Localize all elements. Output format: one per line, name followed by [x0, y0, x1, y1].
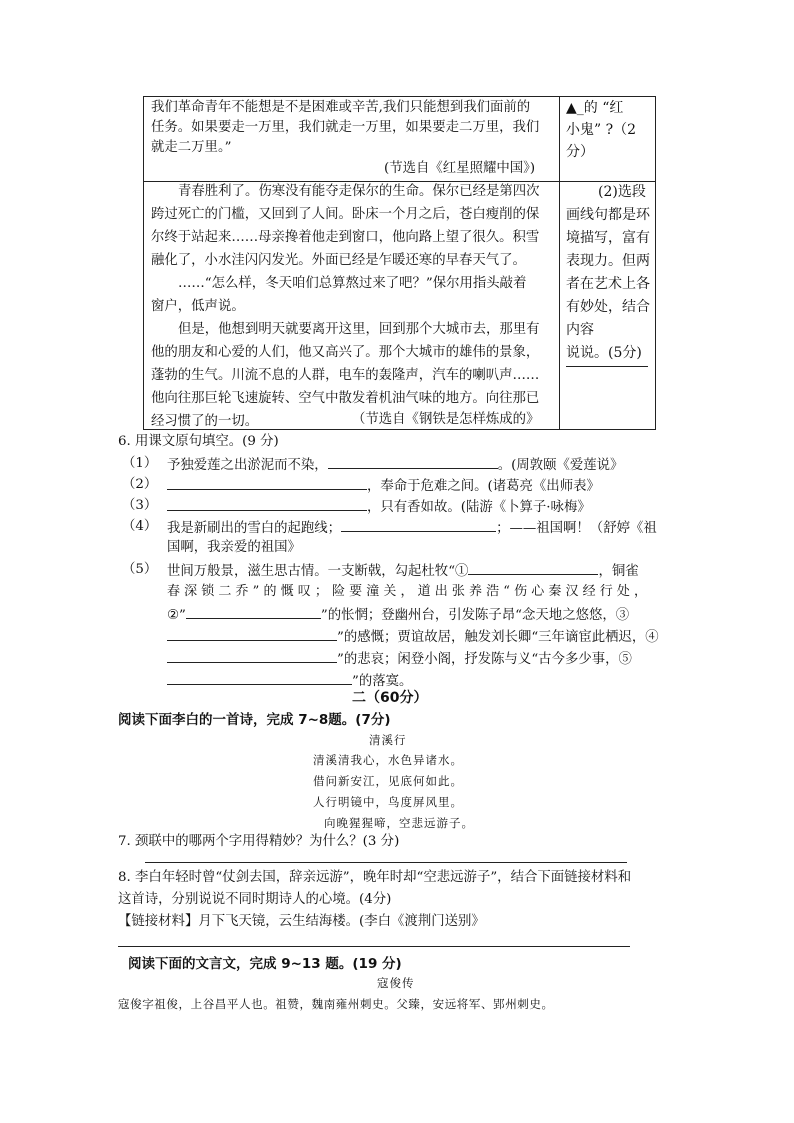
table-row2-question: 境描写，富有: [566, 230, 650, 246]
poem-title: 清溪行: [369, 733, 407, 747]
q6-item-number: （2）: [122, 477, 158, 492]
section-heading: 二（60分）: [352, 690, 428, 706]
q6-item-2: [167, 475, 600, 497]
q6-item-text: ”的悲哀；闲登小阁，抒发陈与义“古今多少事，⑤: [337, 652, 632, 667]
q6-item-1: [167, 454, 623, 476]
table-row2-question: 说说。(5分): [566, 345, 642, 361]
table-row2-line: ……“怎么样，冬天咱们总算熬过来了吧？”保尔用指头敲着: [178, 276, 527, 291]
table-row1-question: 小鬼” ?（2: [566, 122, 637, 138]
fill-blank[interactable]: [167, 475, 367, 490]
table-row2-question: 内容: [566, 322, 594, 338]
q6-item-text: ”的感慨；贾谊故居，触发刘长卿“三年谪宦此栖迟，④: [337, 630, 659, 645]
table-row1-question: ▲_的 “红: [566, 100, 624, 116]
table-col-divider: [559, 97, 560, 429]
fill-blank-2[interactable]: [186, 604, 321, 619]
q6-item-number: （5）: [122, 562, 158, 577]
q6-item-continuation: [167, 604, 629, 626]
poem-line: 向晚猩猩啼，空悲远游子。: [324, 816, 474, 830]
q6-item-continuation: 春 深 锁 二 乔 ” 的 慨 叹 ； 险 要 潼 关 ， 道 出 张 养 浩 “ 伤 心 秦 汉 经 行 处 ，: [167, 584, 647, 599]
q6-item-text: ②”: [167, 608, 186, 623]
q6-item-text: 。(周敦颐《爱莲说》: [497, 458, 624, 473]
classical-intro: 阅读下面的文言文，完成 9~13 题。(19 分): [128, 956, 402, 972]
table-row2-line: 窗户，低声说。: [151, 299, 245, 314]
q6-item-number: （3）: [122, 498, 158, 513]
q6-item-continuation: [167, 648, 632, 670]
q6-item-text: ”的落寞。: [352, 674, 413, 689]
table-row1-line: 我们革命青年不能想是不是困难或辛苦,我们只能想到我们面前的: [151, 100, 531, 115]
table-row1-line: 就走二万里。”: [151, 140, 232, 155]
q6-heading: 6. 用课文原句填空。(9 分): [118, 434, 279, 449]
table-row2-line: 他的朋友和心爱的人们，他又高兴了。那个大城市的雄伟的景象，: [151, 345, 540, 360]
q6-item-number: （1）: [122, 456, 158, 471]
table-row2-question: 表现力。但两: [566, 253, 650, 269]
table-row2-line: 跨过死亡的门槛，又回到了人间。卧床一个月之后，苍白瘦削的保: [151, 207, 540, 222]
fill-blank[interactable]: [328, 454, 498, 469]
poem-line: 借问新安江，见底何如此。: [313, 774, 463, 788]
q6-item-continuation: [167, 626, 659, 648]
fill-blank-1[interactable]: [468, 560, 598, 575]
poem-line: 人行明镜中，鸟度屏风里。: [313, 795, 463, 809]
q8-question: 这首诗，分别说说不同时期诗人的心境。(4分): [118, 892, 392, 907]
q6-item-text: ，只有香如故。(陆游《卜算子·咏梅》: [367, 500, 591, 515]
table-row2-question: 者在艺术上各: [566, 276, 650, 292]
q6-item-text: 我是新刷出的雪白的起跑线；: [167, 521, 342, 536]
q6-item-5: [167, 560, 639, 582]
table-row1-source: (节选自《红星照耀中国》): [384, 161, 536, 176]
table-row2-question: 画线句都是环: [566, 207, 650, 223]
classical-title: 寇俊传: [377, 976, 415, 990]
q8-link-material: 【链接材料】月下飞天镜，云生结海楼。(李白《渡荆门送别》: [118, 914, 485, 929]
table-row2-source: （节选自《钢铁是怎样炼成的》: [352, 412, 540, 427]
table-row2-line: 青春胜利了。伤寒没有能夺走保尔的生命。保尔已经是第四次: [178, 184, 540, 199]
q6-item-3: [167, 496, 591, 518]
table-row1-line: 任务。如果要走一万里，我们就走一万里，如果要走二万里，我们: [151, 120, 540, 135]
q7-answer-line[interactable]: [145, 862, 627, 863]
table-row2-line: 他向往那巨轮飞速旋转、空气中散发着机油气味的地方。向往那已: [151, 391, 540, 406]
classical-first-line: 寇俊字祖俊，上谷昌平人也。祖赞，魏南雍州刺史。父臻，安远将军、郢州刺史。: [118, 997, 554, 1011]
q6-item-text: 世间万般景，滋生思古情。一支断戟，勾起杜牧“①: [167, 564, 469, 579]
table-row2-line: 融化了，小水洼闪闪发光。外面已经是乍暖还寒的早春天气了。: [151, 253, 526, 268]
q6-item-text: ，奉命于危难之间。(诸葛亮《出师表》: [367, 479, 600, 494]
q6-item-text: 予独爱莲之出淤泥而不染，: [167, 458, 328, 473]
table-row1-question: 分）: [566, 144, 594, 160]
table-row2-line: 尔终于站起来……母亲搀着他走到窗口，他向路上望了很久。积雪: [151, 230, 540, 245]
fill-blank-4[interactable]: [167, 648, 337, 663]
q8-answer-line[interactable]: [118, 946, 630, 947]
fill-blank[interactable]: [341, 517, 496, 532]
answer-line[interactable]: [566, 366, 648, 367]
table-row2-line: 经习惯了的一切。: [151, 414, 259, 429]
table-row2-question: 有妙处，结合: [566, 299, 650, 315]
q6-item-text: ；——祖国啊！（舒婷《祖: [496, 521, 657, 536]
q6-item-text: ，铜雀: [598, 564, 639, 579]
q6-item-continuation: 国啊，我亲爱的祖国》: [167, 540, 301, 555]
table-row2-question: (2)选段: [598, 184, 646, 200]
fill-blank[interactable]: [167, 496, 367, 511]
poem-intro: 阅读下面李白的一首诗，完成 7~8题。(7分): [118, 712, 391, 728]
q8-question: 8. 李白年轻时曾“仗剑去国，辞亲远游”，晚年时却“空悲远游子”，结合下面链接材料和: [118, 870, 632, 885]
q7-question: 7. 颈联中的哪两个字用得精妙？为什么？(3 分): [118, 834, 400, 849]
table-row2-line: 但是，他想到明天就要离开这里，回到那个大城市去，那里有: [178, 322, 540, 337]
q6-item-4: [167, 517, 657, 539]
fill-blank-3[interactable]: [167, 626, 337, 641]
q6-item-text: ”的怅惘；登幽州台，引发陈子昂“念天地之悠悠，③: [320, 608, 630, 623]
table-row2-line: 蓬勃的生气。川流不息的人群，电车的轰隆声，汽车的喇叭声……: [151, 368, 540, 383]
poem-line: 清溪清我心，水色异诸水。: [313, 753, 463, 767]
q6-item-number: （4）: [122, 519, 158, 534]
fill-blank-5[interactable]: [167, 670, 352, 685]
